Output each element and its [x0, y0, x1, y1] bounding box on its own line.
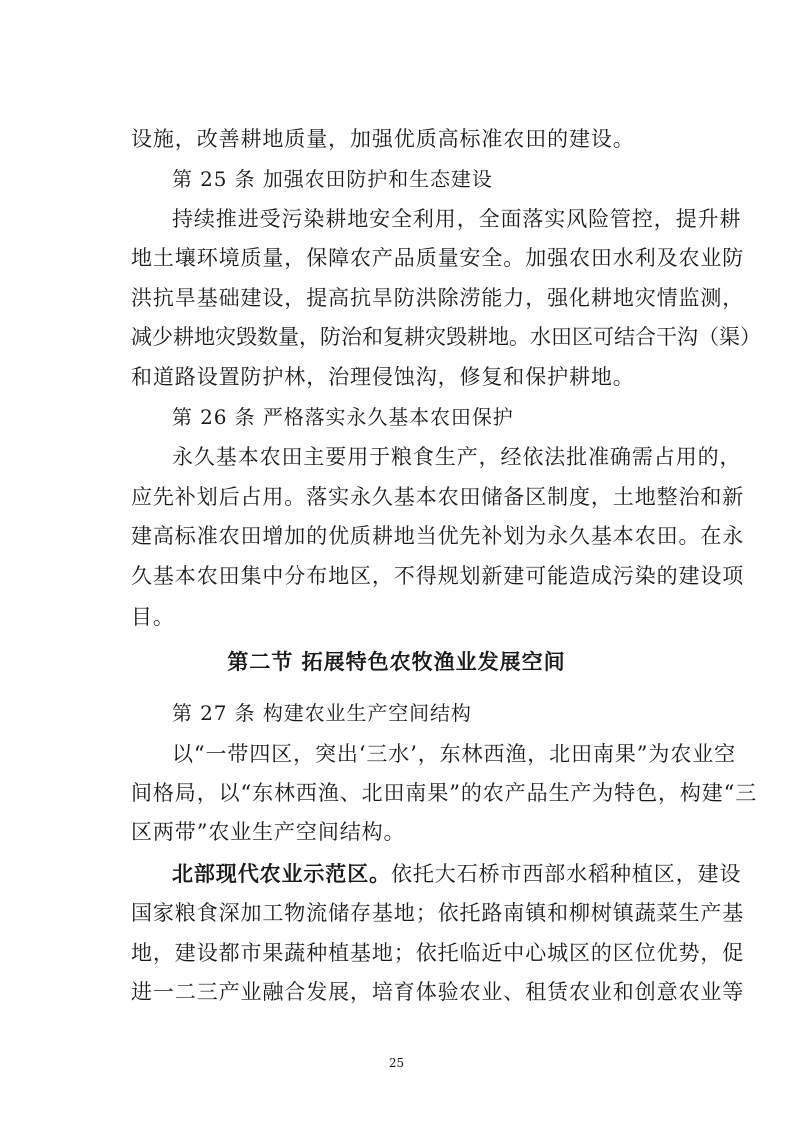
paragraph-line: 地土壤环境质量，保障农产品质量安全。加强农田水利及农业防	[131, 246, 745, 270]
paragraph-line: 设施，改善耕地质量，加强优质高标准农田的建设。	[131, 127, 635, 151]
paragraph-line: 目。	[131, 605, 175, 629]
article-26-title: 第 26 条 严格落实永久基本农田保护	[172, 405, 514, 429]
paragraph-line: 应先补划后占用。落实永久基本农田储备区制度，土地整治和新	[131, 485, 745, 509]
paragraph-line: 永久基本农田主要用于粮食生产，经依法批准确需占用的，	[172, 445, 742, 469]
paragraph-line: 区两带”农业生产空间结构。	[131, 820, 406, 844]
paragraph-line: 久基本农田集中分布地区，不得规划新建可能造成污染的建设项	[131, 564, 745, 588]
north-zone-heading: 北部现代农业示范区。	[172, 862, 391, 886]
paragraph-text: 依托大石桥市西部水稻种植区，建设	[391, 862, 742, 886]
section-heading: 第二节 拓展特色农牧渔业发展空间	[227, 650, 566, 674]
article-25-title: 第 25 条 加强农田防护和生态建设	[172, 167, 493, 191]
paragraph-line: 地，建设都市果蔬种植基地；依托临近中心城区的区位优势，促	[131, 941, 745, 965]
paragraph-line: 以“一带四区，突出‘三水’，东林西渔，北田南果”为农业空	[172, 742, 737, 766]
paragraph-line: 持续推进受污染耕地安全利用，全面落实风险管控，提升耕	[172, 207, 742, 231]
article-27-title: 第 27 条 构建农业生产空间结构	[172, 701, 472, 725]
paragraph-line: 洪抗旱基础建设，提高抗旱防洪除涝能力，强化耕地灾情监测，	[131, 286, 745, 310]
paragraph-line: 建高标准农田增加的优质耕地当优先补划为永久基本农田。在永	[131, 524, 745, 548]
page-number: 25	[388, 1056, 405, 1070]
paragraph-line: 进一二三产业融合发展，培育体验农业、租赁农业和创意农业等	[131, 980, 745, 1004]
paragraph-line: 国家粮食深加工物流储存基地；依托路南镇和柳树镇蔬菜生产基	[131, 901, 745, 925]
paragraph-line: 和道路设置防护林，治理侵蚀沟，修复和保护耕地。	[131, 365, 635, 389]
paragraph-line	[172, 860, 742, 888]
paragraph-line: 减少耕地灾毁数量，防治和复耕灾毁耕地。水田区可结合干沟（渠）	[131, 325, 761, 349]
paragraph-line: 间格局，以“东林西渔、北田南果”的农产品生产为特色，构建“三	[131, 781, 758, 805]
